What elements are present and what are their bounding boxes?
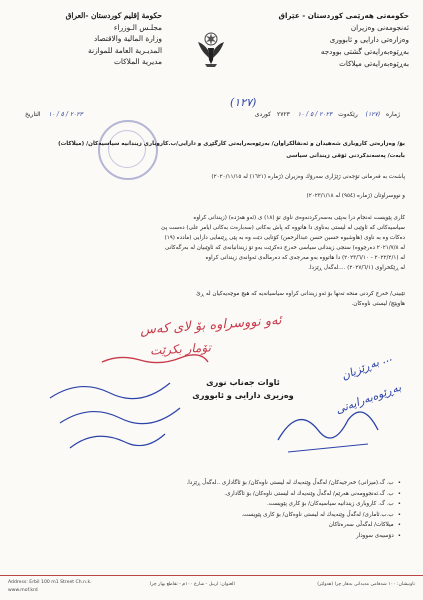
ref-date-ar [22, 111, 86, 118]
handwritten-reference: (١٢٧) [230, 96, 257, 109]
header-ku-line: بەڕێوەبەرایەتی گشتی بوودجە [320, 47, 409, 56]
reference-line-2: و نووسراوتان (ژمارە (٩٥٤) لە ٢٠٢٣/١/١٨) [306, 193, 405, 199]
ar-date-label: التاريخ [25, 111, 41, 118]
note-line: تێبینی/ خەرج کردنی منحە تەنها بۆ ئەو زیندانی کراوە سیاسیانەیە کە هیچ موچەیەکیان لە ڕێ [196, 291, 405, 297]
red-handwritten-note: ئەو نووسراوە بۆ لای کەس [139, 313, 283, 338]
paragraph-line: کاری پێویست ئەنجام درا بەپێی بەسەرکردنەوەی ناوی تۆ (١٨) ی (ئەو هەژدە) (زیندانی کراوە [193, 215, 405, 221]
footer-address-ar: العنوان: اربیل - شارع ١٠٠م - تقاطع بهار چرا [150, 582, 235, 587]
signatory-title: وەزیری دارایی و ئابووری [192, 390, 294, 400]
addressee-line: بۆ/ وەزارەتی کاروباری شەهیدان و ئەنفالکراوان/ بەرێوەبەرایەتی کارگێڕی و دارایی/ب.کاروباری زیندانیە سیاسیەکان/ (میلاکات) [58, 141, 405, 147]
ar-date-value: ٢٠٢٣ / ٥ / ١٠ [48, 111, 83, 118]
receipt-stamp [98, 120, 158, 180]
blue-signature [273, 400, 383, 460]
signatory-block [183, 376, 303, 402]
header-ar-line: حكومة إقليم كوردستان -العراق [65, 11, 162, 20]
footer [0, 575, 423, 600]
header-ku-line: بەڕێوەبەرایەتی میلاکات [339, 59, 409, 68]
ref-number-and-date-ku [252, 111, 403, 118]
signatory-name: ئاوات جەناب نوری [206, 377, 280, 387]
paragraph-line: لە ٢٠٢١/٧/٨ دەرچووە) سنجی زیندانی سیاسی خەرج دەکرێت بەو تۆ زیندانیانەی کە ئاوێبیان لە بەرگەکانی [164, 245, 405, 251]
header-ku-line: وەزارەتی دارایی و ئابووری [329, 35, 409, 44]
distribution-item: • ب. گ. کاروباری زیندانیە سیاسیەکان/ بۆ کاری پێویست. [186, 499, 401, 510]
number-label: ژمارە [386, 111, 400, 118]
header-arabic [12, 10, 162, 68]
header-ku-line: حکومەتی هەرێمی کوردستان - عێراق [278, 11, 409, 20]
paragraph-line: لە ڕێکخراوی (٢٠٢٧/٦/١) ....لەگەڵ ڕێزدا. [308, 265, 405, 271]
red-scribble-underline [100, 350, 210, 368]
attachment-line: هاوپێچ/ لیستی ناوەکان. [351, 301, 405, 307]
distribution-list [186, 478, 401, 541]
distribution-item: • ب.ب.ئاماری/ لەگەڵ وێنەیەك لە لیستی ناوەکان/ بۆ کاری پێویست. [186, 510, 401, 521]
blue-signature-scrawls [40, 368, 190, 458]
distribution-item: • دۆسیەی سوودار [186, 531, 401, 542]
header-ku-line: ئەنجومەنی وەزیران [350, 23, 409, 32]
kurdish-year: ٢٧٢٣ [277, 111, 290, 118]
reference-line: پاشەت بە فەرمانی تۆجەنی ژێژاری سەرۆك وەزیران (ژمارە (١٦٢١) لە ٢٠٢٠/١١/١٥) [211, 174, 405, 180]
header-kurdish [259, 10, 409, 70]
distribution-item: • میلاکات/ لەگەڵی سەرەتاکان [186, 520, 401, 531]
kurdish-month-label: کوردی [254, 111, 271, 118]
footer-address-ku: ناونیشان: ١٠٠ شەقامی مەیدانی بەهار چرا (هەولێر) [317, 582, 415, 587]
paragraph-line: لە (٢٠٢٢/٢/١ - ٢٠٢٣/٦/١٠) دا هاتووە بەو مەرجەی کە دەرماڵەی ئەوانەی زیندانی کراوە [205, 255, 405, 261]
number-value: (١٢٧) [365, 111, 381, 118]
blue-handwritten-note: بەڕێزیان ... [339, 350, 394, 383]
distribution-item: • ب. گ.(میزانی) خەرجیەکان/ لەگەڵ وێنەیەك لە لیستی ناوەکان/ بۆ ئاگاداری ..لەگەڵ ڕێزدا. [186, 478, 401, 489]
blue-handwritten-note: بەڕێوەبەرایەتی [334, 380, 404, 417]
paragraph-line: سیاسیەکانی کە ئاوێبی لە لیستی بەناوی دا هاتووە کە پاش بەکانی (سەبارەت بەکانی ایامر علی) دەست پێ [161, 225, 405, 231]
footer-address-en: Address: Erbil 100 m1 Street Ch.n.k. [8, 580, 92, 585]
header-ar-line: مديرية الملاكات [113, 57, 162, 66]
header-ar-line: وزارة المالية والاقتصاد [93, 34, 162, 43]
footer-website: www.mof.krd [8, 588, 38, 593]
red-handwritten-note: تۆمار بکرێت [149, 340, 212, 358]
subject-line: بابەت/ پەسەندکردنی ئۆقی زیندانی سیاسی [286, 153, 405, 159]
kurdistan-eagle-emblem-icon [196, 28, 226, 68]
header-ar-line: مجلـس الـوزراء [113, 22, 162, 32]
date-value: ٢٠٢٣ / ٥ / ١٠ [297, 111, 333, 118]
date-label: رێکەوت [338, 111, 358, 118]
paragraph-line: دەکات وە بە ناوی (هاوشیوە حسین حسن عبدالرحمن) کۆتایی دێت وە بە پێی ڕێنمایی دارایی (ماددە (١٩) [164, 235, 405, 241]
header-ar-line: المديـرية العامة للموازنة [88, 45, 162, 55]
distribution-item: • ب. گ.ئەنجوومەنی هەرێم/ لەگەڵ وێنەیەك لە لیستی ناوەکان/ بۆ ئاگاداری. [186, 489, 401, 500]
